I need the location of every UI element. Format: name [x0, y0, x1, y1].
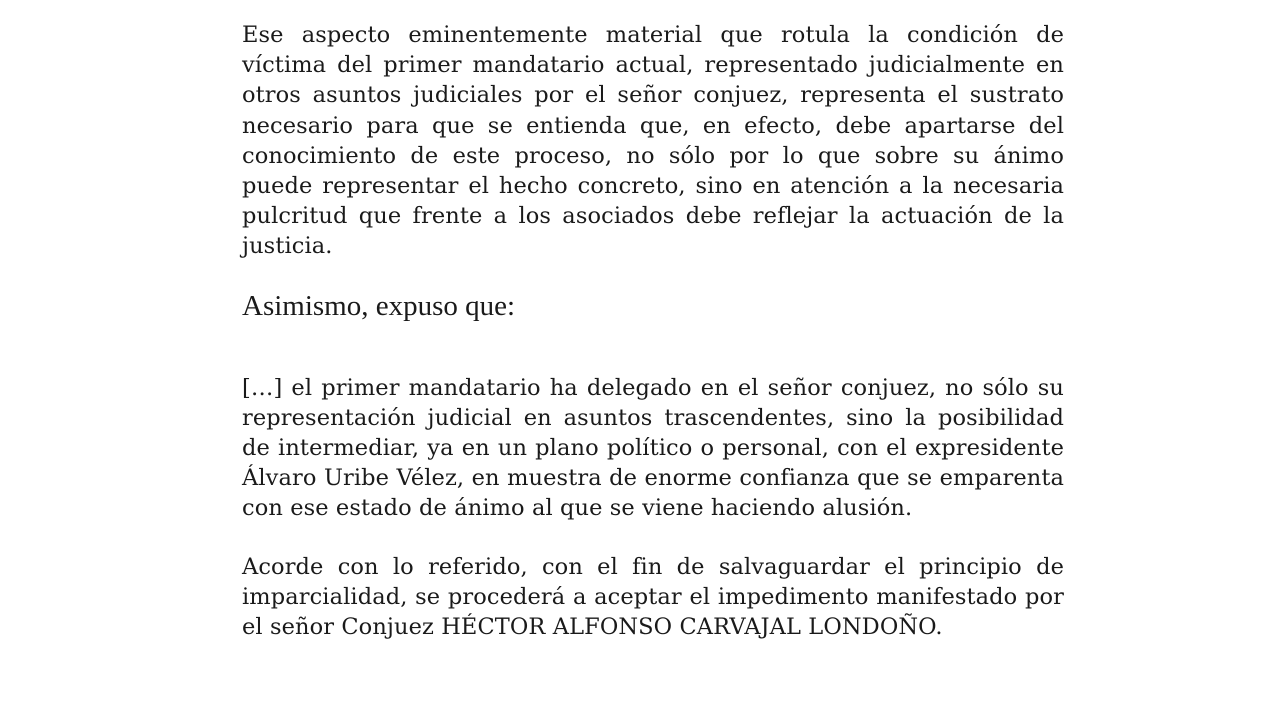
section-heading: Asimismo, expuso que: [242, 289, 516, 322]
paragraph-victim-condition: Ese aspecto eminentemente material que rotula la condición de víctima del primer mandatario actual, representado judicialmente en otros asuntos judiciales por el señor conjuez, representa el sustrato necesario para que se entienda que, en efecto, debe apartarse del conocimiento de este proceso, no sólo por lo que sobre su ánimo puede representar el hecho concreto, sino en atención a la necesaria pulcritud que frente a los asociados debe reflejar la actuación de la justicia. [242, 22, 1064, 260]
document-page [242, 20, 1064, 642]
paragraph-conclusion: Acorde con lo referido, con el fin de salvaguardar el principio de imparcialidad, se procederá a aceptar el impedimento manifestado por el señor Conjuez HÉCTOR ALFONSO CARVAJAL LONDOÑO. [242, 553, 1064, 641]
quoted-paragraph: […] el primer mandatario ha delegado en el señor conjuez, no sólo su representación judicial en asuntos trascendentes, sino la posibilidad de intermediar, ya en un plano político o personal, con el expresidente Álvaro Uribe Vélez, en muestra de enorme confianza que se emparenta con ese estado de ánimo al que se viene haciendo alusión. [242, 374, 1064, 522]
